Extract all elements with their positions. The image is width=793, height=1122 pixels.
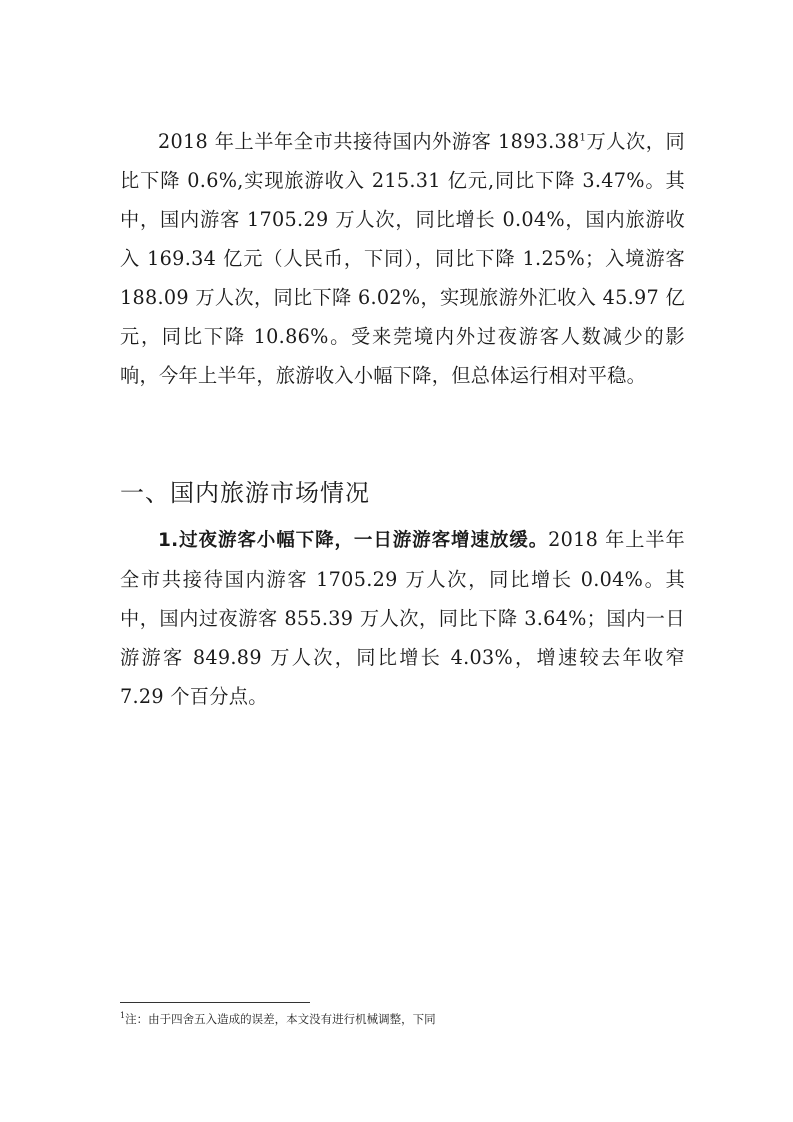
footnote-marker: 1 <box>120 1011 126 1021</box>
footnote-divider <box>120 1002 310 1003</box>
footnote <box>120 1011 436 1027</box>
paragraph-body: 2018 年上半年全市共接待国内游客 1705.29 万人次，同比增长 0.04%。其中，国内过夜游客 855.39 万人次，同比下降 3.64%；国内一日游游客 849.89 万人次，同比增长 4.03%，增速较去年收窄 7.29 个百分点。 <box>120 528 685 708</box>
footnote-reference[interactable]: 1 <box>579 132 587 144</box>
intro-paragraph <box>120 122 685 395</box>
paragraph-lead: 1.过夜游客小幅下降，一日游游客增速放缓。 <box>158 530 549 551</box>
section-heading: 一、国内旅游市场情况 <box>120 479 370 507</box>
intro-text-rest: 万人次，同比下降 0.6%,实现旅游收入 215.31 亿元,同比下降 3.47%。其中，国内游客 1705.29 万人次，同比增长 0.04%，国内旅游收入 169.34 亿元（人民币，下同），同比下降 1.25%；入境游客 188.09 万人次，同比下降 6.02%，实现旅游外汇收入 45.97 亿元，同比下降 10.86%。受来莞境内外过夜游客人数减少的影响，今年上半年，旅游收入小幅下降，但总体运行相对平稳。 <box>120 130 686 387</box>
section-paragraph <box>120 520 685 716</box>
footnote-text: 注：由于四舍五入造成的误差，本文没有进行机械调整，下同 <box>125 1012 436 1026</box>
intro-text-start: 2018 年上半年全市共接待国内外游客 1893.38 <box>158 130 580 153</box>
